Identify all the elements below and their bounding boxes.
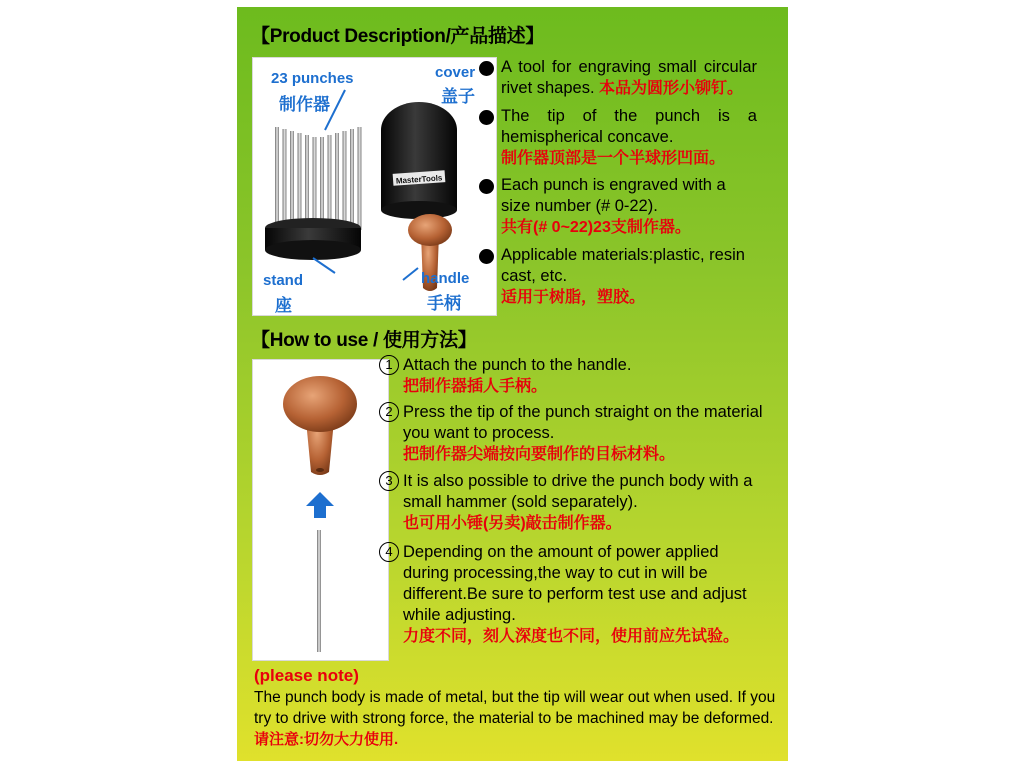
step-item	[385, 542, 763, 647]
punch-pin	[328, 135, 332, 230]
label-stand: stand	[263, 272, 304, 289]
note-body	[254, 687, 779, 750]
product-photo	[252, 57, 497, 316]
label-cover-cn: 盖子	[441, 87, 475, 106]
stand-with-punches	[265, 127, 362, 260]
bullet-dot-icon	[479, 110, 494, 125]
label-handle-cn: 手柄	[427, 294, 461, 313]
bullet-dot-icon	[479, 249, 494, 264]
step-text: Depending on the amount of power applied during processing,the way to cut in will be different.Be sure to perform test use and adjust while adjusting.	[403, 543, 747, 624]
punch-pin	[335, 133, 339, 230]
bullet-text-cn: 适用于树脂，塑胶。	[501, 289, 646, 306]
punch-pin	[313, 137, 317, 230]
note-title: (please note)	[254, 666, 359, 685]
punch-pin	[298, 133, 302, 230]
bullet-item	[501, 57, 757, 99]
bullet-text: Each punch is engraved with a size number (# 0-22).	[501, 176, 726, 215]
handle-and-punch-illustration	[253, 360, 388, 660]
cover-cap	[381, 102, 457, 219]
punch-pin	[275, 127, 279, 230]
label-cover: cover	[435, 64, 476, 81]
bullet-text: The tip of the punch is a hemispherical concave.	[501, 107, 757, 146]
step-item	[385, 355, 763, 397]
howto-heading: 【How to use / 使用方法】	[251, 330, 477, 351]
brand-text: MasterTools	[395, 173, 443, 186]
step-text-cn: 也可用小锤(另卖)敲击制作器。	[403, 515, 622, 532]
step-number: 1	[379, 355, 399, 375]
description-heading: 【Product Description/产品描述】	[251, 26, 545, 47]
note-text: The punch body is made of metal, but the tip will wear out when used. If you try to drive with strong force, the material to be machined may be deformed.	[254, 689, 776, 727]
punch-pin	[358, 127, 362, 230]
punch-pin	[320, 137, 324, 230]
label-stand-cn: 座	[275, 296, 292, 315]
step-text: Press the tip of the punch straight on the material you want to process.	[403, 403, 763, 442]
bullet-item	[501, 175, 757, 238]
step-text-cn: 把制作器尖端按向要制作的目标材料。	[403, 446, 676, 463]
step-text: Attach the punch to the handle.	[403, 356, 632, 374]
bullet-text-cn: 制作器顶部是一个半球形凹面。	[501, 150, 726, 167]
bullet-text: Applicable materials:plastic, resin cast, etc.	[501, 246, 745, 285]
step-number: 3	[379, 471, 399, 491]
product-info-panel	[237, 7, 788, 761]
arrow-up-icon	[306, 492, 334, 518]
bullet-text-cn: 本品为圆形小铆钉。	[599, 80, 744, 97]
bullet-dot-icon	[479, 61, 494, 76]
punch-pin	[305, 135, 309, 230]
howto-photo	[252, 359, 389, 661]
step-item	[385, 471, 763, 534]
label-punches-cn: 制作器	[279, 95, 330, 114]
bullet-dot-icon	[479, 179, 494, 194]
punch-pin	[290, 131, 294, 230]
punch-pin	[350, 129, 354, 230]
note-text-cn: 请注意:切勿大力使用.	[254, 731, 399, 748]
step-text-cn: 把制作器插人手柄。	[403, 378, 548, 395]
bullet-text-cn: 共有(# 0~22)23支制作器。	[501, 219, 691, 236]
step-item	[385, 402, 763, 465]
bullet-text: A tool for engraving small circular rivet shapes.	[501, 58, 757, 97]
bullet-item	[501, 245, 757, 308]
punch-pin	[283, 129, 287, 230]
step-number: 4	[379, 542, 399, 562]
step-text: It is also possible to drive the punch body with a small hammer (sold separately).	[403, 472, 753, 511]
label-23-punches: 23 punches	[271, 70, 354, 87]
step-number: 2	[379, 402, 399, 422]
punch-pin	[343, 131, 347, 230]
step-text-cn: 力度不同，刻人深度也不同，使用前应先试验。	[403, 628, 740, 645]
label-handle: handle	[421, 270, 470, 287]
bullet-item	[501, 106, 757, 169]
